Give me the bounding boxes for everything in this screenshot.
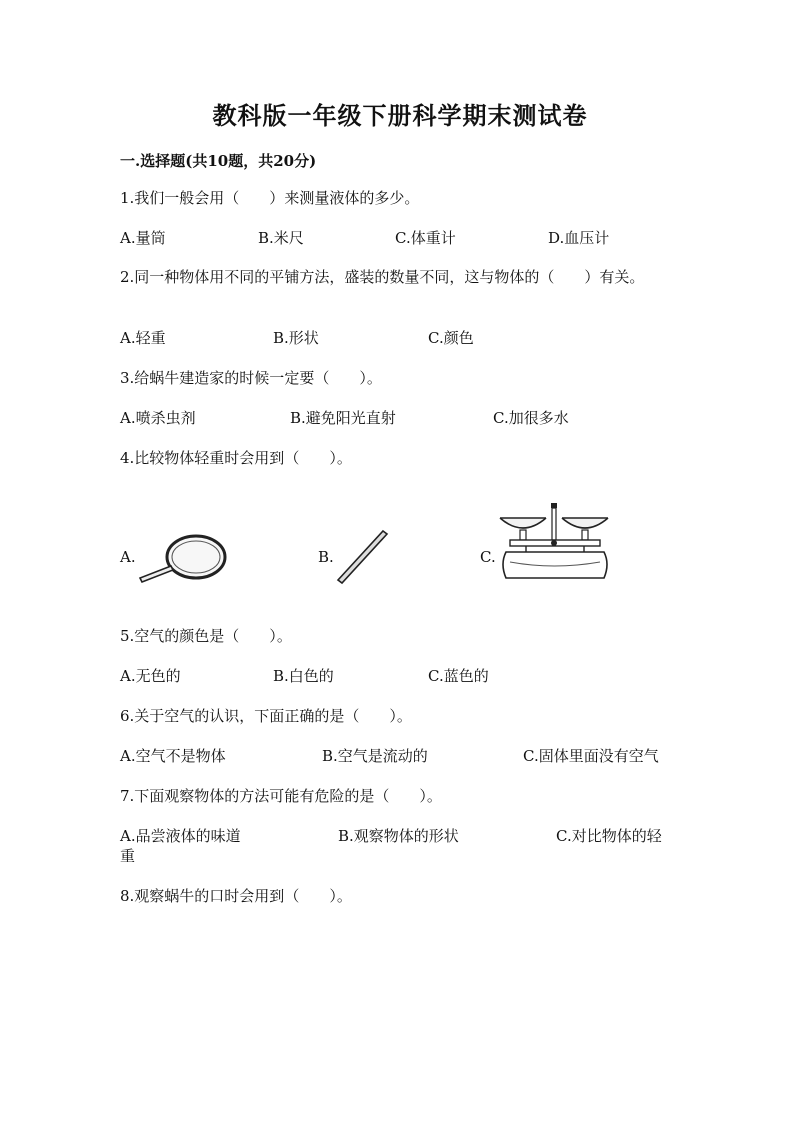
page-title: 教科版一年级下册科学期末测试卷 <box>212 101 588 130</box>
section-heading: 一.选择题(共10题，共20分) <box>120 152 317 170</box>
q7-option-a[interactable]: A.品尝液体的味道 <box>120 827 241 845</box>
q2-option-a[interactable]: A.轻重 <box>120 329 166 347</box>
balance-scale-icon <box>496 500 614 584</box>
q3-option-b[interactable]: B.避免阳光直射 <box>290 409 396 427</box>
question-2: 2.同一种物体用不同的平铺方法，盛装的数量不同，这与物体的（ ）有关。 <box>120 268 645 286</box>
magnifying-glass-icon <box>136 530 230 584</box>
question-4: 4.比较物体轻重时会用到（ ）。 <box>120 449 352 467</box>
question-7: 7.下面观察物体的方法可能有危险的是（ ）。 <box>120 787 442 805</box>
question-1: 1.我们一般会用（ ）来测量液体的多少。 <box>120 189 420 207</box>
q5-option-a[interactable]: A.无色的 <box>120 667 181 685</box>
q6-option-b[interactable]: B.空气是流动的 <box>322 747 428 765</box>
q4-option-c[interactable]: C. <box>480 548 496 566</box>
q1-option-a[interactable]: A.量筒 <box>120 229 166 247</box>
question-5: 5.空气的颜色是（ ）。 <box>120 627 292 645</box>
q3-option-c[interactable]: C.加很多水 <box>493 409 569 427</box>
q3-option-a[interactable]: A.喷杀虫剂 <box>120 409 196 427</box>
q4-option-a[interactable]: A. <box>120 548 136 566</box>
q2-option-b[interactable]: B.形状 <box>273 329 319 347</box>
question-3: 3.给蜗牛建造家的时候一定要（ ）。 <box>120 369 382 387</box>
q2-option-c[interactable]: C.颜色 <box>428 329 474 347</box>
question-8: 8.观察蜗牛的口时会用到（ ）。 <box>120 887 352 905</box>
q7-option-b[interactable]: B.观察物体的形状 <box>338 827 459 845</box>
q5-option-b[interactable]: B.白色的 <box>273 667 334 685</box>
stick-icon <box>334 528 390 586</box>
q6-option-a[interactable]: A.空气不是物体 <box>120 747 226 765</box>
question-6: 6.关于空气的认识，下面正确的是（ ）。 <box>120 707 412 725</box>
q6-option-c[interactable]: C.固体里面没有空气 <box>523 747 659 765</box>
q4-option-b[interactable]: B. <box>318 548 334 566</box>
q7-option-c[interactable]: C.对比物体的轻重 <box>120 827 662 865</box>
q1-option-b[interactable]: B.米尺 <box>258 229 304 247</box>
q1-option-d[interactable]: D.血压计 <box>548 229 610 247</box>
q1-option-c[interactable]: C.体重计 <box>395 229 456 247</box>
q5-option-c[interactable]: C.蓝色的 <box>428 667 489 685</box>
